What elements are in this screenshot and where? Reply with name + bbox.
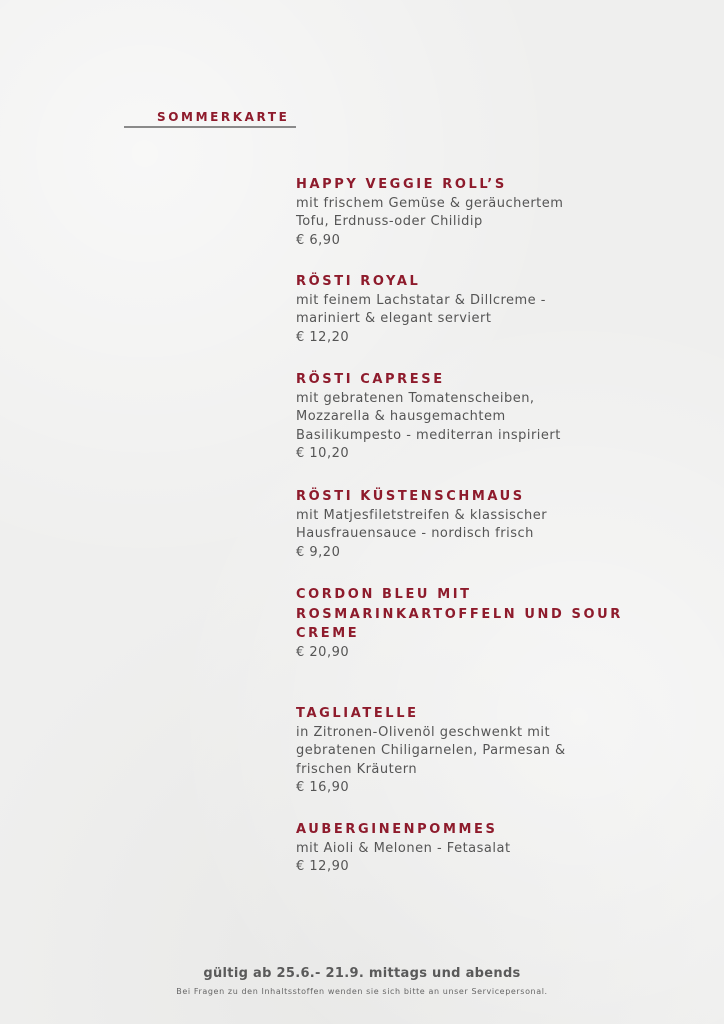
- item-name: RÖSTI KÜSTENSCHMAUS: [296, 489, 525, 504]
- item-name: AUBERGINENPOMMES: [296, 822, 498, 837]
- menu-item-auberginenpommes: [296, 820, 626, 877]
- item-price: € 12,20: [296, 329, 350, 345]
- item-name: RÖSTI ROYAL: [296, 274, 421, 289]
- validity-notice: gültig ab 25.6.- 21.9. mittags und abends: [203, 966, 521, 981]
- menu-item-roesti-royal: [296, 272, 626, 347]
- title-underline: [124, 126, 296, 128]
- item-name: HAPPY VEGGIE ROLL’S: [296, 177, 507, 192]
- item-name: CORDON BLEU MIT ROSMARINKARTOFFELN UND SOUR CREME: [296, 587, 623, 641]
- item-description: in Zitronen-Olivenöl geschwenkt mit gebratenen Chiligarnelen, Parmesan & frischen Kräutern: [296, 724, 566, 777]
- menu-item-happy-veggie-rolls: [296, 175, 626, 250]
- item-name: TAGLIATELLE: [296, 706, 419, 721]
- menu-item-roesti-caprese: [296, 370, 626, 464]
- menu-item-tagliatelle: [296, 704, 626, 798]
- menu-item-roesti-kuestenschmaus: [296, 487, 626, 562]
- item-price: € 16,90: [296, 780, 350, 795]
- item-description: mit Matjesfiletstreifen & klassischer Hausfrauensauce - nordisch frisch: [296, 507, 548, 541]
- menu-title: SOMMERKARTE: [157, 110, 290, 124]
- item-price: € 6,90: [296, 232, 341, 248]
- item-price: € 20,90: [296, 644, 350, 660]
- item-description: mit gebratenen Tomatenscheiben, Mozzarella & hausgemachtem Basilikumpesto - mediterran inspiriert: [296, 390, 561, 443]
- allergen-note: Bei Fragen zu den Inhaltsstoffen wenden sie sich bitte an unser Servicepersonal.: [176, 987, 548, 996]
- item-price: € 10,20: [296, 446, 350, 461]
- item-description: mit Aioli & Melonen - Fetasalat: [296, 840, 511, 856]
- item-description: mit feinem Lachstatar & Dillcreme - mariniert & elegant serviert: [296, 292, 547, 326]
- item-name: RÖSTI CAPRESE: [296, 372, 445, 387]
- menu-item-cordon-bleu: [296, 585, 626, 662]
- item-description: mit frischem Gemüse & geräuchertem Tofu, Erdnuss-oder Chilidip: [296, 195, 564, 229]
- item-price: € 12,90: [296, 859, 350, 874]
- item-price: € 9,20: [296, 544, 341, 560]
